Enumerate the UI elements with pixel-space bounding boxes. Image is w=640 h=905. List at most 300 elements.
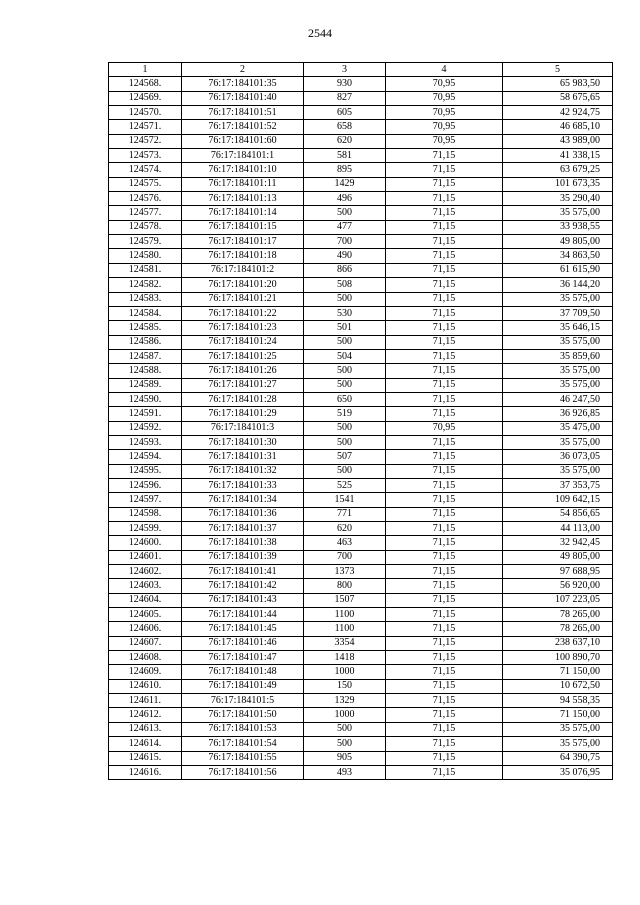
table-row bbox=[109, 478, 613, 492]
value-cell: 41 338,15 bbox=[503, 149, 613, 163]
value-cell: 49 805,00 bbox=[503, 550, 613, 564]
rate-cell: 71,15 bbox=[386, 249, 503, 263]
area-cell: 1541 bbox=[304, 493, 386, 507]
area-cell: 1100 bbox=[304, 622, 386, 636]
rate-cell: 70,95 bbox=[386, 77, 503, 91]
area-cell: 501 bbox=[304, 321, 386, 335]
row-number-cell: 124606. bbox=[109, 622, 182, 636]
value-cell: 65 983,50 bbox=[503, 77, 613, 91]
row-number-cell: 124572. bbox=[109, 134, 182, 148]
rate-cell: 70,95 bbox=[386, 91, 503, 105]
cadastral-number-cell: 76:17:184101:41 bbox=[182, 565, 304, 579]
area-cell: 500 bbox=[304, 335, 386, 349]
area-cell: 620 bbox=[304, 134, 386, 148]
area-cell: 1100 bbox=[304, 608, 386, 622]
table-row bbox=[109, 636, 613, 650]
table-row bbox=[109, 378, 613, 392]
table-row bbox=[109, 579, 613, 593]
value-cell: 35 575,00 bbox=[503, 378, 613, 392]
area-cell: 500 bbox=[304, 292, 386, 306]
registry-table bbox=[108, 62, 613, 780]
cadastral-number-cell: 76:17:184101:1 bbox=[182, 149, 304, 163]
cadastral-number-cell: 76:17:184101:29 bbox=[182, 407, 304, 421]
row-number-cell: 124611. bbox=[109, 694, 182, 708]
area-cell: 700 bbox=[304, 550, 386, 564]
cadastral-number-cell: 76:17:184101:33 bbox=[182, 478, 304, 492]
rate-cell: 71,15 bbox=[386, 435, 503, 449]
cadastral-number-cell: 76:17:184101:43 bbox=[182, 593, 304, 607]
area-cell: 1000 bbox=[304, 708, 386, 722]
table-row bbox=[109, 163, 613, 177]
row-number-cell: 124578. bbox=[109, 220, 182, 234]
cadastral-number-cell: 76:17:184101:45 bbox=[182, 622, 304, 636]
value-cell: 35 646,15 bbox=[503, 321, 613, 335]
value-cell: 35 575,00 bbox=[503, 722, 613, 736]
table-row bbox=[109, 278, 613, 292]
row-number-cell: 124605. bbox=[109, 608, 182, 622]
row-number-cell: 124609. bbox=[109, 665, 182, 679]
rate-cell: 71,15 bbox=[386, 464, 503, 478]
rate-cell: 71,15 bbox=[386, 722, 503, 736]
row-number-cell: 124600. bbox=[109, 536, 182, 550]
rate-cell: 71,15 bbox=[386, 708, 503, 722]
rate-cell: 71,15 bbox=[386, 751, 503, 765]
table-row bbox=[109, 120, 613, 134]
cadastral-number-cell: 76:17:184101:2 bbox=[182, 263, 304, 277]
cadastral-number-cell: 76:17:184101:17 bbox=[182, 235, 304, 249]
rate-cell: 71,15 bbox=[386, 579, 503, 593]
row-number-cell: 124580. bbox=[109, 249, 182, 263]
value-cell: 238 637,10 bbox=[503, 636, 613, 650]
value-cell: 71 150,00 bbox=[503, 665, 613, 679]
row-number-cell: 124608. bbox=[109, 651, 182, 665]
table-row bbox=[109, 536, 613, 550]
area-cell: 581 bbox=[304, 149, 386, 163]
row-number-cell: 124587. bbox=[109, 349, 182, 363]
cadastral-number-cell: 76:17:184101:55 bbox=[182, 751, 304, 765]
cadastral-number-cell: 76:17:184101:18 bbox=[182, 249, 304, 263]
value-cell: 107 223,05 bbox=[503, 593, 613, 607]
row-number-cell: 124597. bbox=[109, 493, 182, 507]
value-cell: 35 290,40 bbox=[503, 192, 613, 206]
area-cell: 150 bbox=[304, 679, 386, 693]
cadastral-number-cell: 76:17:184101:49 bbox=[182, 679, 304, 693]
table-row bbox=[109, 450, 613, 464]
value-cell: 63 679,25 bbox=[503, 163, 613, 177]
row-number-cell: 124599. bbox=[109, 522, 182, 536]
row-number-cell: 124602. bbox=[109, 565, 182, 579]
value-cell: 36 926,85 bbox=[503, 407, 613, 421]
value-cell: 109 642,15 bbox=[503, 493, 613, 507]
area-cell: 477 bbox=[304, 220, 386, 234]
column-header-2: 2 bbox=[182, 63, 304, 77]
rate-cell: 71,15 bbox=[386, 263, 503, 277]
rate-cell: 71,15 bbox=[386, 450, 503, 464]
table-row bbox=[109, 235, 613, 249]
rate-cell: 71,15 bbox=[386, 550, 503, 564]
value-cell: 35 575,00 bbox=[503, 292, 613, 306]
cadastral-number-cell: 76:17:184101:42 bbox=[182, 579, 304, 593]
rate-cell: 71,15 bbox=[386, 507, 503, 521]
area-cell: 1329 bbox=[304, 694, 386, 708]
row-number-cell: 124570. bbox=[109, 106, 182, 120]
value-cell: 35 076,95 bbox=[503, 765, 613, 779]
rate-cell: 70,95 bbox=[386, 421, 503, 435]
value-cell: 35 575,00 bbox=[503, 335, 613, 349]
table-row bbox=[109, 464, 613, 478]
row-number-cell: 124571. bbox=[109, 120, 182, 134]
value-cell: 78 265,00 bbox=[503, 608, 613, 622]
row-number-cell: 124574. bbox=[109, 163, 182, 177]
header-row bbox=[109, 63, 613, 77]
cadastral-number-cell: 76:17:184101:44 bbox=[182, 608, 304, 622]
table-row bbox=[109, 220, 613, 234]
rate-cell: 70,95 bbox=[386, 134, 503, 148]
table-row bbox=[109, 177, 613, 191]
rate-cell: 71,15 bbox=[386, 149, 503, 163]
row-number-cell: 124595. bbox=[109, 464, 182, 478]
cadastral-number-cell: 76:17:184101:46 bbox=[182, 636, 304, 650]
value-cell: 37 709,50 bbox=[503, 306, 613, 320]
rate-cell: 71,15 bbox=[386, 192, 503, 206]
cadastral-number-cell: 76:17:184101:50 bbox=[182, 708, 304, 722]
row-number-cell: 124591. bbox=[109, 407, 182, 421]
row-number-cell: 124607. bbox=[109, 636, 182, 650]
table-row bbox=[109, 77, 613, 91]
cadastral-number-cell: 76:17:184101:40 bbox=[182, 91, 304, 105]
value-cell: 35 575,00 bbox=[503, 435, 613, 449]
area-cell: 507 bbox=[304, 450, 386, 464]
table-row bbox=[109, 751, 613, 765]
value-cell: 43 989,00 bbox=[503, 134, 613, 148]
column-header-1: 1 bbox=[109, 63, 182, 77]
area-cell: 530 bbox=[304, 306, 386, 320]
row-number-cell: 124614. bbox=[109, 737, 182, 751]
area-cell: 620 bbox=[304, 522, 386, 536]
rate-cell: 71,15 bbox=[386, 565, 503, 579]
cadastral-number-cell: 76:17:184101:30 bbox=[182, 435, 304, 449]
row-number-cell: 124590. bbox=[109, 392, 182, 406]
rate-cell: 71,15 bbox=[386, 622, 503, 636]
row-number-cell: 124569. bbox=[109, 91, 182, 105]
area-cell: 500 bbox=[304, 464, 386, 478]
row-number-cell: 124594. bbox=[109, 450, 182, 464]
table-row bbox=[109, 593, 613, 607]
value-cell: 64 390,75 bbox=[503, 751, 613, 765]
cadastral-number-cell: 76:17:184101:28 bbox=[182, 392, 304, 406]
area-cell: 866 bbox=[304, 263, 386, 277]
cadastral-number-cell: 76:17:184101:36 bbox=[182, 507, 304, 521]
table-row bbox=[109, 665, 613, 679]
page-number: 2544 bbox=[308, 26, 332, 40]
area-cell: 827 bbox=[304, 91, 386, 105]
area-cell: 1418 bbox=[304, 651, 386, 665]
area-cell: 493 bbox=[304, 765, 386, 779]
cadastral-number-cell: 76:17:184101:60 bbox=[182, 134, 304, 148]
row-number-cell: 124582. bbox=[109, 278, 182, 292]
rate-cell: 71,15 bbox=[386, 292, 503, 306]
table-row bbox=[109, 106, 613, 120]
row-number-cell: 124568. bbox=[109, 77, 182, 91]
row-number-cell: 124596. bbox=[109, 478, 182, 492]
area-cell: 500 bbox=[304, 435, 386, 449]
table-row bbox=[109, 349, 613, 363]
table-row bbox=[109, 522, 613, 536]
rate-cell: 71,15 bbox=[386, 392, 503, 406]
value-cell: 35 575,00 bbox=[503, 206, 613, 220]
value-cell: 58 675,65 bbox=[503, 91, 613, 105]
table-row bbox=[109, 364, 613, 378]
area-cell: 500 bbox=[304, 364, 386, 378]
table-row bbox=[109, 708, 613, 722]
rate-cell: 71,15 bbox=[386, 306, 503, 320]
cadastral-number-cell: 76:17:184101:24 bbox=[182, 335, 304, 349]
table-row bbox=[109, 507, 613, 521]
table-row bbox=[109, 421, 613, 435]
area-cell: 496 bbox=[304, 192, 386, 206]
rate-cell: 71,15 bbox=[386, 608, 503, 622]
rate-cell: 71,15 bbox=[386, 378, 503, 392]
table-row bbox=[109, 149, 613, 163]
rate-cell: 71,15 bbox=[386, 220, 503, 234]
cadastral-number-cell: 76:17:184101:15 bbox=[182, 220, 304, 234]
table-row bbox=[109, 679, 613, 693]
row-number-cell: 124592. bbox=[109, 421, 182, 435]
area-cell: 500 bbox=[304, 421, 386, 435]
cadastral-number-cell: 76:17:184101:47 bbox=[182, 651, 304, 665]
rate-cell: 71,15 bbox=[386, 493, 503, 507]
area-cell: 500 bbox=[304, 378, 386, 392]
area-cell: 463 bbox=[304, 536, 386, 550]
table-row bbox=[109, 550, 613, 564]
value-cell: 10 672,50 bbox=[503, 679, 613, 693]
rate-cell: 71,15 bbox=[386, 321, 503, 335]
cadastral-number-cell: 76:17:184101:25 bbox=[182, 349, 304, 363]
value-cell: 56 920,00 bbox=[503, 579, 613, 593]
value-cell: 35 859,60 bbox=[503, 349, 613, 363]
value-cell: 97 688,95 bbox=[503, 565, 613, 579]
area-cell: 905 bbox=[304, 751, 386, 765]
row-number-cell: 124575. bbox=[109, 177, 182, 191]
row-number-cell: 124579. bbox=[109, 235, 182, 249]
value-cell: 49 805,00 bbox=[503, 235, 613, 249]
value-cell: 44 113,00 bbox=[503, 522, 613, 536]
row-number-cell: 124593. bbox=[109, 435, 182, 449]
value-cell: 35 475,00 bbox=[503, 421, 613, 435]
cadastral-number-cell: 76:17:184101:14 bbox=[182, 206, 304, 220]
rate-cell: 71,15 bbox=[386, 163, 503, 177]
area-cell: 500 bbox=[304, 206, 386, 220]
row-number-cell: 124576. bbox=[109, 192, 182, 206]
rate-cell: 71,15 bbox=[386, 177, 503, 191]
row-number-cell: 124584. bbox=[109, 306, 182, 320]
value-cell: 34 863,50 bbox=[503, 249, 613, 263]
table-row bbox=[109, 608, 613, 622]
cadastral-number-cell: 76:17:184101:13 bbox=[182, 192, 304, 206]
cadastral-number-cell: 76:17:184101:20 bbox=[182, 278, 304, 292]
area-cell: 500 bbox=[304, 737, 386, 751]
rate-cell: 71,15 bbox=[386, 349, 503, 363]
table-row bbox=[109, 407, 613, 421]
rate-cell: 71,15 bbox=[386, 522, 503, 536]
value-cell: 71 150,00 bbox=[503, 708, 613, 722]
area-cell: 525 bbox=[304, 478, 386, 492]
column-header-5: 5 bbox=[503, 63, 613, 77]
cadastral-number-cell: 76:17:184101:3 bbox=[182, 421, 304, 435]
rate-cell: 71,15 bbox=[386, 737, 503, 751]
cadastral-number-cell: 76:17:184101:23 bbox=[182, 321, 304, 335]
table-row bbox=[109, 493, 613, 507]
rate-cell: 71,15 bbox=[386, 765, 503, 779]
cadastral-number-cell: 76:17:184101:11 bbox=[182, 177, 304, 191]
rate-cell: 71,15 bbox=[386, 335, 503, 349]
area-cell: 658 bbox=[304, 120, 386, 134]
row-number-cell: 124616. bbox=[109, 765, 182, 779]
table-body bbox=[109, 77, 613, 780]
cadastral-number-cell: 76:17:184101:38 bbox=[182, 536, 304, 550]
table-row bbox=[109, 192, 613, 206]
cadastral-number-cell: 76:17:184101:56 bbox=[182, 765, 304, 779]
value-cell: 35 575,00 bbox=[503, 464, 613, 478]
cadastral-number-cell: 76:17:184101:53 bbox=[182, 722, 304, 736]
row-number-cell: 124581. bbox=[109, 263, 182, 277]
area-cell: 1000 bbox=[304, 665, 386, 679]
row-number-cell: 124613. bbox=[109, 722, 182, 736]
cadastral-number-cell: 76:17:184101:10 bbox=[182, 163, 304, 177]
table-row bbox=[109, 292, 613, 306]
table-row bbox=[109, 722, 613, 736]
area-cell: 519 bbox=[304, 407, 386, 421]
cadastral-number-cell: 76:17:184101:48 bbox=[182, 665, 304, 679]
table-row bbox=[109, 134, 613, 148]
rate-cell: 70,95 bbox=[386, 120, 503, 134]
rate-cell: 71,15 bbox=[386, 278, 503, 292]
value-cell: 100 890,70 bbox=[503, 651, 613, 665]
area-cell: 1429 bbox=[304, 177, 386, 191]
table-row bbox=[109, 694, 613, 708]
value-cell: 46 247,50 bbox=[503, 392, 613, 406]
row-number-cell: 124598. bbox=[109, 507, 182, 521]
column-header-4: 4 bbox=[386, 63, 503, 77]
row-number-cell: 124588. bbox=[109, 364, 182, 378]
area-cell: 930 bbox=[304, 77, 386, 91]
value-cell: 36 144,20 bbox=[503, 278, 613, 292]
value-cell: 54 856,65 bbox=[503, 507, 613, 521]
row-number-cell: 124603. bbox=[109, 579, 182, 593]
table-row bbox=[109, 335, 613, 349]
value-cell: 42 924,75 bbox=[503, 106, 613, 120]
table-row bbox=[109, 765, 613, 779]
rate-cell: 70,95 bbox=[386, 106, 503, 120]
rate-cell: 71,15 bbox=[386, 364, 503, 378]
area-cell: 3354 bbox=[304, 636, 386, 650]
value-cell: 32 942,45 bbox=[503, 536, 613, 550]
area-cell: 504 bbox=[304, 349, 386, 363]
cadastral-number-cell: 76:17:184101:5 bbox=[182, 694, 304, 708]
table-row bbox=[109, 392, 613, 406]
rate-cell: 71,15 bbox=[386, 694, 503, 708]
table-row bbox=[109, 565, 613, 579]
cadastral-number-cell: 76:17:184101:21 bbox=[182, 292, 304, 306]
area-cell: 605 bbox=[304, 106, 386, 120]
cadastral-number-cell: 76:17:184101:52 bbox=[182, 120, 304, 134]
rate-cell: 71,15 bbox=[386, 536, 503, 550]
rate-cell: 71,15 bbox=[386, 206, 503, 220]
row-number-cell: 124573. bbox=[109, 149, 182, 163]
row-number-cell: 124585. bbox=[109, 321, 182, 335]
rate-cell: 71,15 bbox=[386, 593, 503, 607]
value-cell: 46 685,10 bbox=[503, 120, 613, 134]
row-number-cell: 124612. bbox=[109, 708, 182, 722]
area-cell: 771 bbox=[304, 507, 386, 521]
value-cell: 35 575,00 bbox=[503, 364, 613, 378]
cadastral-number-cell: 76:17:184101:26 bbox=[182, 364, 304, 378]
table-row bbox=[109, 306, 613, 320]
table-row bbox=[109, 737, 613, 751]
row-number-cell: 124604. bbox=[109, 593, 182, 607]
area-cell: 490 bbox=[304, 249, 386, 263]
row-number-cell: 124589. bbox=[109, 378, 182, 392]
cadastral-number-cell: 76:17:184101:34 bbox=[182, 493, 304, 507]
cadastral-number-cell: 76:17:184101:31 bbox=[182, 450, 304, 464]
cadastral-number-cell: 76:17:184101:54 bbox=[182, 737, 304, 751]
rate-cell: 71,15 bbox=[386, 651, 503, 665]
area-cell: 700 bbox=[304, 235, 386, 249]
value-cell: 61 615,90 bbox=[503, 263, 613, 277]
rate-cell: 71,15 bbox=[386, 665, 503, 679]
rate-cell: 71,15 bbox=[386, 636, 503, 650]
cadastral-number-cell: 76:17:184101:39 bbox=[182, 550, 304, 564]
value-cell: 78 265,00 bbox=[503, 622, 613, 636]
rate-cell: 71,15 bbox=[386, 407, 503, 421]
value-cell: 101 673,35 bbox=[503, 177, 613, 191]
area-cell: 508 bbox=[304, 278, 386, 292]
table-row bbox=[109, 249, 613, 263]
area-cell: 800 bbox=[304, 579, 386, 593]
value-cell: 33 938,55 bbox=[503, 220, 613, 234]
table-row bbox=[109, 651, 613, 665]
rate-cell: 71,15 bbox=[386, 679, 503, 693]
table-row bbox=[109, 263, 613, 277]
row-number-cell: 124610. bbox=[109, 679, 182, 693]
cadastral-number-cell: 76:17:184101:32 bbox=[182, 464, 304, 478]
table-row bbox=[109, 91, 613, 105]
value-cell: 94 558,35 bbox=[503, 694, 613, 708]
value-cell: 35 575,00 bbox=[503, 737, 613, 751]
area-cell: 895 bbox=[304, 163, 386, 177]
area-cell: 650 bbox=[304, 392, 386, 406]
cadastral-number-cell: 76:17:184101:27 bbox=[182, 378, 304, 392]
value-cell: 37 353,75 bbox=[503, 478, 613, 492]
table-row bbox=[109, 622, 613, 636]
cadastral-number-cell: 76:17:184101:37 bbox=[182, 522, 304, 536]
rate-cell: 71,15 bbox=[386, 478, 503, 492]
row-number-cell: 124577. bbox=[109, 206, 182, 220]
row-number-cell: 124601. bbox=[109, 550, 182, 564]
area-cell: 1507 bbox=[304, 593, 386, 607]
table-row bbox=[109, 321, 613, 335]
table-row bbox=[109, 206, 613, 220]
cadastral-number-cell: 76:17:184101:51 bbox=[182, 106, 304, 120]
column-header-3: 3 bbox=[304, 63, 386, 77]
area-cell: 1373 bbox=[304, 565, 386, 579]
rate-cell: 71,15 bbox=[386, 235, 503, 249]
row-number-cell: 124583. bbox=[109, 292, 182, 306]
area-cell: 500 bbox=[304, 722, 386, 736]
row-number-cell: 124615. bbox=[109, 751, 182, 765]
value-cell: 36 073,05 bbox=[503, 450, 613, 464]
row-number-cell: 124586. bbox=[109, 335, 182, 349]
